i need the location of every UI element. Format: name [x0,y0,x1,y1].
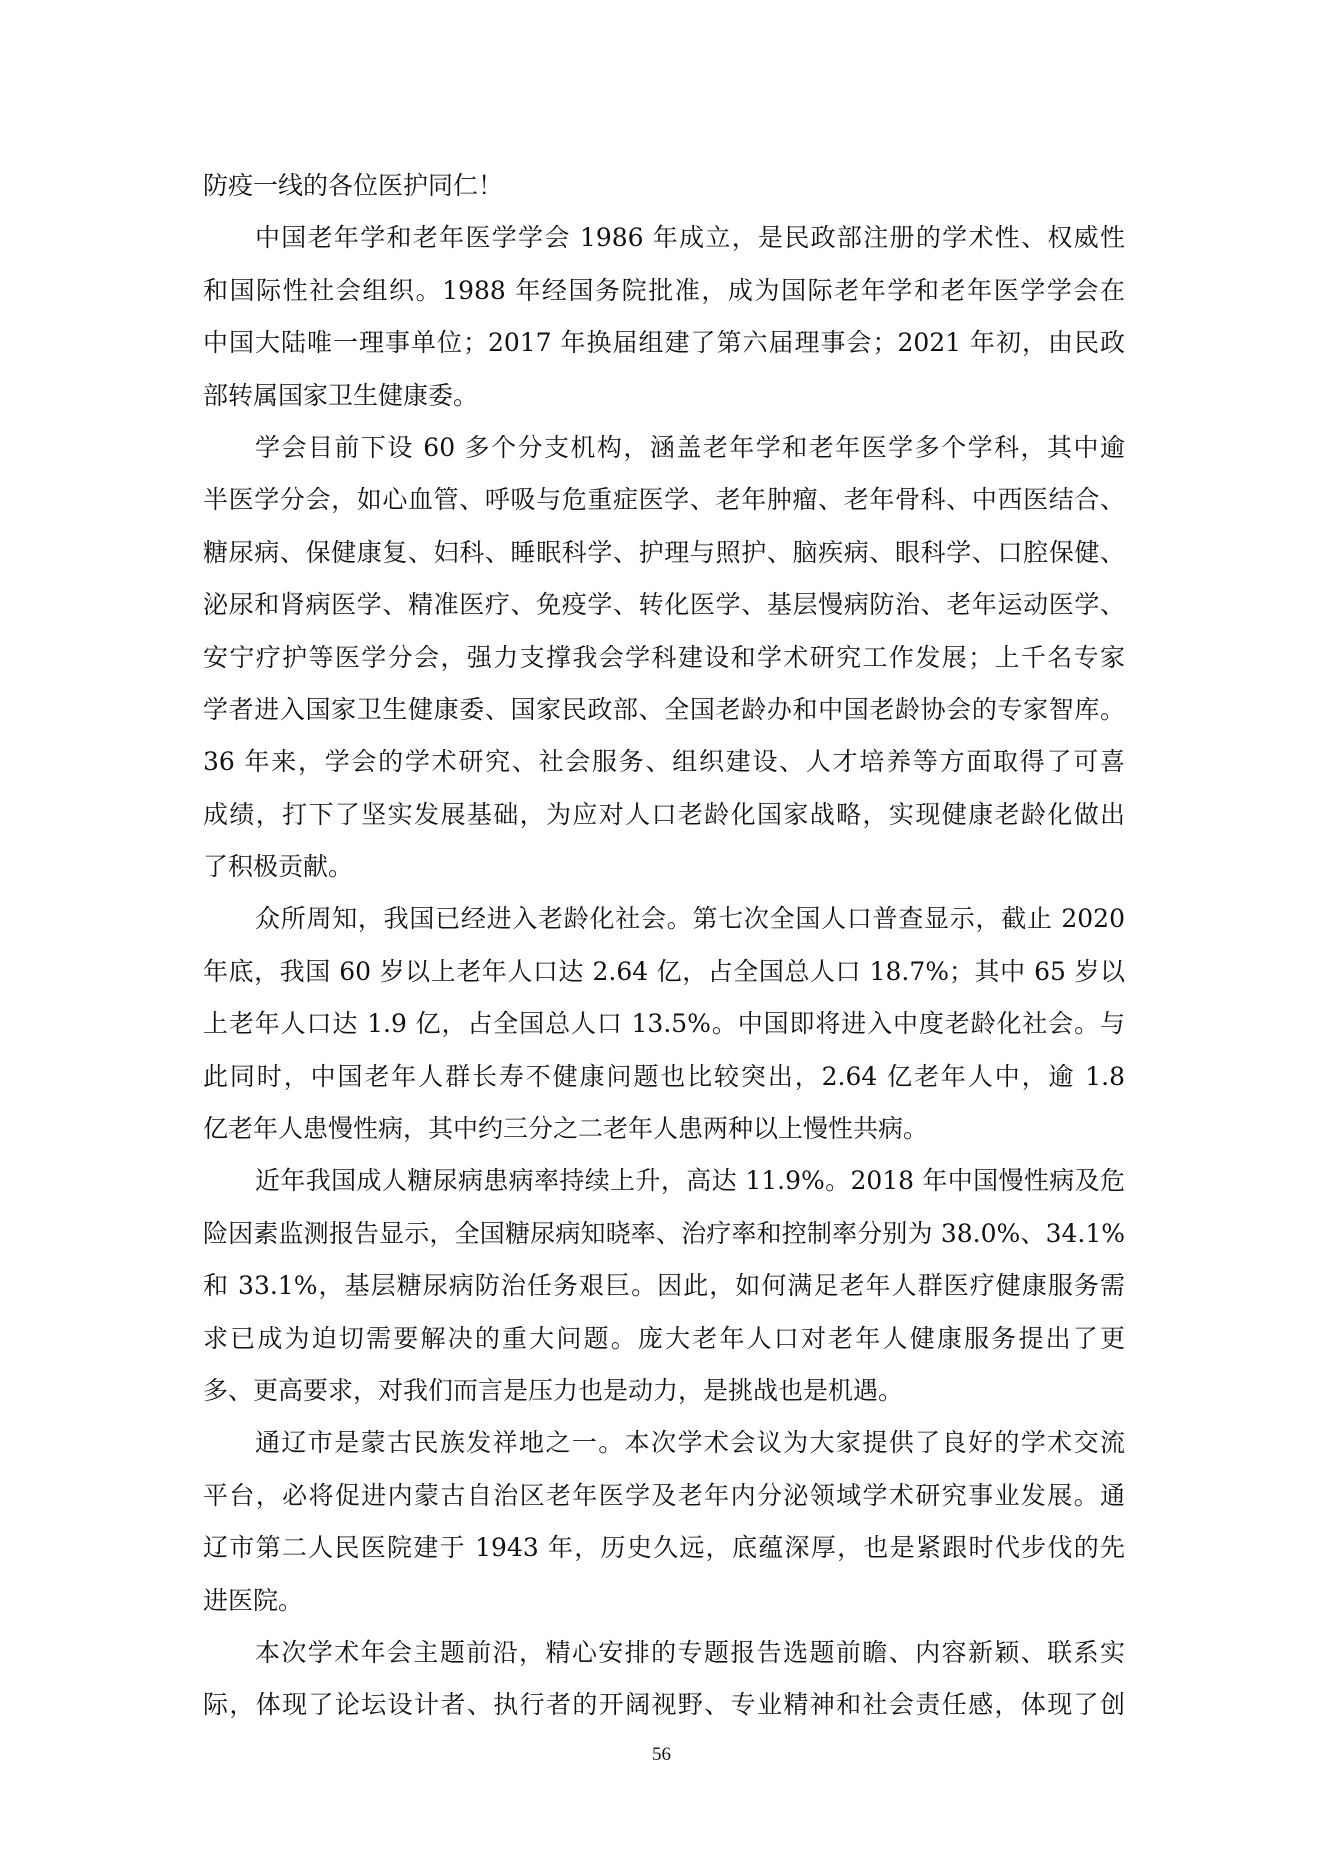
text-line: 本次学术年会主题前沿，精心安排的专题报告选题前瞻、内容新颖、联系实 [255,1637,1125,1667]
document-body [203,160,1125,1732]
text-line: 安宁疗护等医学分会，强力支撑我会学科建设和学术研究工作发展；上千名专家 [203,642,1125,672]
paragraph [203,1155,1125,1417]
text-line: 平台，必将促进内蒙古自治区老年医学及老年内分泌领域学术研究事业发展。通 [203,1480,1125,1510]
text-line: 36 年来，学会的学术研究、社会服务、组织建设、人才培养等方面取得了可喜 [203,747,1125,777]
text-line: 泌尿和肾病医学、精准医疗、免疫学、转化医学、基层慢病防治、老年运动医学、 [203,590,1125,620]
text-line: 年底，我国 60 岁以上老年人口达 2.64 亿，占全国总人口 18.7%；其中 65 岁以 [203,956,1125,986]
text-line: 求已成为迫切需要解决的重大问题。庞大老年人口对老年人健康服务提出了更 [203,1323,1125,1353]
text-line: 学会目前下设 60 多个分支机构，涵盖老年学和老年医学多个学科，其中逾 [255,432,1125,462]
paragraph [203,893,1125,1155]
text-line: 成绩，打下了坚实发展基础，为应对人口老龄化国家战略，实现健康老龄化做出 [203,799,1125,829]
text-line: 此同时，中国老年人群长寿不健康问题也比较突出，2.64 亿老年人中，逾 1.8 [203,1061,1125,1091]
text-line: 部转属国家卫生健康委。 [203,380,479,410]
text-line: 半医学分会，如心血管、呼吸与危重症医学、老年肿瘤、老年骨科、中西医结合、 [203,485,1125,515]
text-line: 了积极贡献。 [203,852,354,882]
text-line: 学者进入国家卫生健康委、国家民政部、全国老龄办和中国老龄协会的专家智库。 [203,694,1125,724]
text-line: 通辽市是蒙古民族发祥地之一。本次学术会议为大家提供了良好的学术交流 [255,1428,1125,1458]
paragraph [203,1417,1125,1627]
text-line: 进医院。 [203,1585,304,1615]
text-line: 中国老年学和老年医学学会 1986 年成立，是民政部注册的学术性、权威性 [255,223,1125,253]
text-line: 近年我国成人糖尿病患病率持续上升，高达 11.9%。2018 年中国慢性病及危 [255,1166,1125,1196]
text-line: 中国大陆唯一理事单位；2017 年换届组建了第六届理事会；2021 年初，由民政 [203,328,1125,358]
text-line: 上老年人口达 1.9 亿，占全国总人口 13.5%。中国即将进入中度老龄化社会。与 [203,1009,1125,1039]
paragraph [203,212,1125,422]
paragraph [203,160,1125,212]
text-line: 亿老年人患慢性病，其中约三分之二老年人患两种以上慢性共病。 [203,1114,929,1144]
text-line: 险因素监测报告显示，全国糖尿病知晓率、治疗率和控制率分别为 38.0%、34.1% [203,1218,1125,1248]
text-line: 众所周知，我国已经进入老龄化社会。第七次全国人口普查显示，截止 2020 [255,904,1125,934]
page-number: 56 [652,1744,671,1765]
paragraph [203,1627,1125,1732]
text-line: 辽市第二人民医院建于 1943 年，历史久远，底蕴深厚，也是紧跟时代步伐的先 [203,1533,1125,1563]
text-line: 际，体现了论坛设计者、执行者的开阔视野、专业精神和社会责任感，体现了创 [203,1690,1125,1720]
text-line: 糖尿病、保健康复、妇科、睡眠科学、护理与照护、脑疾病、眼科学、口腔保健、 [203,537,1125,567]
text-line: 多、更高要求，对我们而言是压力也是动力，是挑战也是机遇。 [203,1375,904,1405]
paragraph [203,422,1125,894]
text-line: 防疫一线的各位医护同仁！ [203,171,504,200]
text-line: 和国际性社会组织。1988 年经国务院批准，成为国际老年学和老年医学学会在 [203,275,1125,305]
text-line: 和 33.1%，基层糖尿病防治任务艰巨。因此，如何满足老年人群医疗健康服务需 [203,1271,1125,1301]
